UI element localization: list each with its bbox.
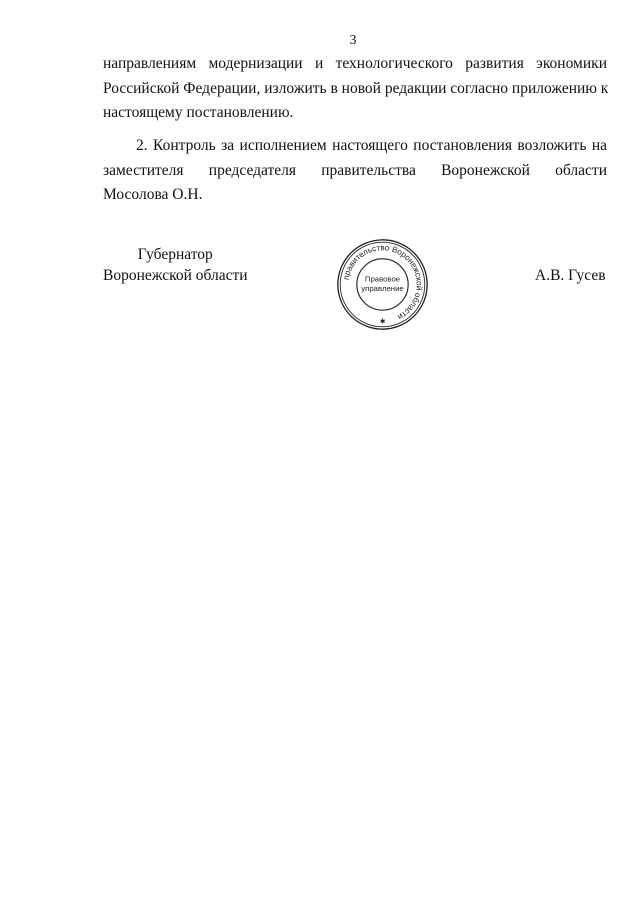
official-seal xyxy=(335,237,430,332)
seal-center-line2: управление xyxy=(361,284,404,294)
seal-center-line1: Правовое xyxy=(364,274,401,284)
signatory-title xyxy=(103,244,248,286)
paragraph-line: 2. Контроль за исполнением настоящего постановления возложить на xyxy=(136,137,607,154)
signatory-name: А.В. Гусев xyxy=(535,267,606,284)
paragraph-control xyxy=(103,134,607,208)
signatory-title-line: Губернатор xyxy=(137,246,213,263)
seal-star-icon: ✱ xyxy=(379,318,386,326)
signatory-title-line: Воронежской области xyxy=(103,267,248,284)
page-number: 3 xyxy=(349,33,357,48)
paragraph-line: заместителя председателя правительства Воронежской области xyxy=(103,161,607,179)
paragraph-line: направлениям модернизации и технологического развития экономики xyxy=(103,55,607,72)
paragraph-modernization xyxy=(103,52,607,126)
paragraph-line: Российской Федерации, изложить в новой редакции согласно приложению к xyxy=(103,79,609,97)
seal-ring-text: правительство Воронежской области xyxy=(341,243,424,322)
paragraph-line: Мосолова О.Н. xyxy=(103,186,203,203)
paragraph-line: настоящему постановлению. xyxy=(103,104,294,121)
